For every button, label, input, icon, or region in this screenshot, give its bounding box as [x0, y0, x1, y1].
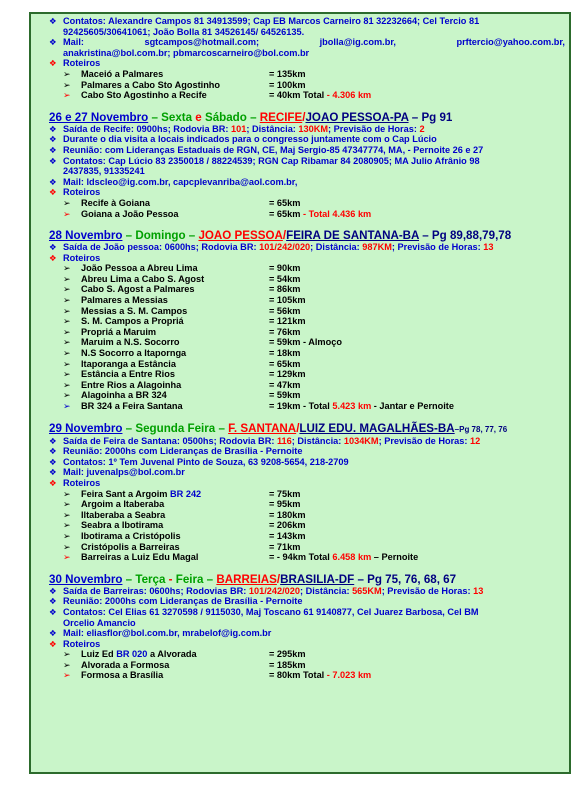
- route-name: Propriá a Maruim: [81, 326, 157, 337]
- arrow-icon: ➢: [63, 488, 71, 499]
- arrow-icon: ➢: [63, 263, 71, 274]
- route-item: [49, 499, 565, 510]
- roteiros-label: ❖ Roteiros: [49, 58, 101, 69]
- contatos-line: ❖ Contatos: Cel Elias 61 3270598 / 9115030, Maj Toscano 61 9140877, Cel Juarez Barbosa, Cel BM: [49, 606, 479, 617]
- arrow-icon: ➢: [63, 68, 71, 79]
- route-distance: = 180km: [269, 509, 306, 520]
- arrow-icon: ➢: [63, 348, 71, 359]
- arrow-icon: ➢: [63, 305, 71, 316]
- route-br: BR 020: [113, 649, 148, 660]
- route-distance: = 295km: [269, 649, 306, 660]
- reuniao-line: ❖ Reunião: com Lideranças Estaduais de RGN, CE, Maj Sergio-85 47347774, MA, - Pernoite 26 e 27: [49, 144, 484, 155]
- route-distance: = 135km: [269, 68, 306, 79]
- route-name: Cabo S. Agost a Palmares: [81, 284, 195, 295]
- arrow-icon: ➢: [63, 530, 71, 541]
- arrow-icon: ➢: [63, 90, 71, 101]
- section-heading: 29 Novembro – Segunda Feira – F. SANTANA/LUIZ EDU. MAGALHÃES-BA–Pg 78, 77, 76: [49, 421, 508, 435]
- bullet-icon: ❖: [49, 456, 57, 467]
- contatos-line-cont: 2437835, 91335241: [63, 166, 145, 177]
- route-name: Messias a S. M. Campos: [81, 305, 188, 316]
- route-name: N.S Socorro a Itapornga: [81, 348, 187, 359]
- route-name: Feira Sant a Argoim BR 242: [81, 488, 202, 499]
- route-name: Ibotirama a Cristópolis: [81, 530, 181, 541]
- route-distance: = 59km: [269, 390, 301, 401]
- route-list: [49, 489, 565, 563]
- route-item: [49, 306, 565, 317]
- route-note: - Jantar e Pernoite: [371, 401, 454, 411]
- route-total: 5.423 km: [329, 401, 372, 411]
- mail-line: ❖ Mail: sgtcampos@hotmail.com; jbolla@ig.com.br, prftercio@yahoo.com.br,: [49, 37, 565, 48]
- route-distance: = 95km: [269, 499, 301, 510]
- route-item: [49, 380, 565, 391]
- bullet-icon: ❖: [49, 176, 57, 187]
- route-item: [49, 542, 565, 553]
- route-item: [49, 348, 565, 359]
- route-name: Abreu Lima a Cabo S. Agost: [81, 273, 205, 284]
- roteiros-label: ❖ Roteiros: [49, 252, 101, 263]
- route-note: – Pernoite: [371, 552, 419, 563]
- route-name: Cabo Sto Agostinho a Recife: [81, 90, 207, 101]
- route-distance: = 121km: [269, 316, 306, 327]
- bullet-icon: ❖: [49, 187, 57, 198]
- route-total: - Total 4.436 km: [300, 208, 372, 219]
- arrow-icon: ➢: [63, 390, 71, 401]
- route-item: [49, 520, 565, 531]
- route-br: BR 242: [167, 488, 202, 499]
- contatos-line-cont: Orcelio Amancio: [63, 617, 136, 628]
- bullet-icon: ❖: [49, 155, 57, 166]
- route-name: Cristópolis a Barreiras: [81, 541, 180, 552]
- route-distance: = 105km: [269, 295, 306, 306]
- route-item: [49, 316, 565, 327]
- bullet-icon: ❖: [49, 638, 57, 649]
- bullet-icon: ❖: [49, 123, 57, 134]
- route-item: [49, 69, 565, 80]
- bullet-icon: ❖: [49, 446, 57, 457]
- section-heading: 26 e 27 Novembro – Sexta e Sábado – RECIFE/JOAO PESSOA-PA – Pg 91: [49, 110, 453, 124]
- reuniao-line: ❖ Reunião: 2000hs com Lideranças de Brasília - Pernoite: [49, 446, 303, 457]
- route-item: [49, 401, 565, 412]
- route-distance: = 47km: [269, 379, 301, 390]
- bullet-icon: ❖: [49, 242, 57, 253]
- route-item: [49, 198, 565, 209]
- route-name: Luiz Ed BR 020 a Alvorada: [81, 649, 197, 660]
- route-distance: = 76km: [269, 326, 301, 337]
- bullet-icon: ❖: [49, 58, 57, 69]
- arrow-icon: ➢: [63, 649, 71, 660]
- arrow-icon: ➢: [63, 326, 71, 337]
- route-name: S. M. Campos a Propriá: [81, 316, 184, 327]
- saida-line: ❖ Saída de Recife: 0900hs; Rodovia BR: 101; Distância: 130KM; Previsão de Horas: 2: [49, 123, 425, 134]
- route-list: [49, 69, 565, 101]
- route-name: Seabra a Ibotirama: [81, 520, 164, 531]
- route-name: Alvorada a Formosa: [81, 659, 170, 670]
- route-item: [49, 510, 565, 521]
- saida-line: ❖ Saída de Barreiras: 0600hs; Rodovias BR: 101/242/020; Distância: 565KM; Previsão de Horas: 13: [49, 585, 484, 596]
- section-heading: 28 Novembro – Domingo – JOAO PESSOA/FEIRA DE SANTANA-BA – Pg 89,88,79,78: [49, 229, 512, 243]
- arrow-icon: ➢: [63, 273, 71, 284]
- route-distance: = - 94km Total 6.458 km – Pernoite: [269, 552, 419, 563]
- route-list: [49, 198, 565, 219]
- route-distance: = 185km: [269, 659, 306, 670]
- route-item: [49, 670, 565, 681]
- route-item: [49, 337, 565, 348]
- route-name: Barreiras a Luiz Edu Magal: [81, 552, 199, 563]
- roteiros-label: ❖ Roteiros: [49, 477, 101, 488]
- arrow-icon: ➢: [63, 197, 71, 208]
- bullet-icon: ❖: [49, 628, 57, 639]
- contatos-line: ❖ Contatos: Cap Lúcio 83 2350018 / 88224539; RGN Cap Ribamar 84 2080905; MA Julio Afrânio 98: [49, 155, 480, 166]
- mail-line-cont: anakristina@bol.com.br; pbmarcoscarneiro@bol.com.br: [63, 47, 310, 58]
- route-item: [49, 359, 565, 370]
- arrow-icon: ➢: [63, 379, 71, 390]
- route-total: - 4.306 km: [324, 90, 372, 101]
- reuniao-line: ❖ Reunião: 2000hs com Lideranças de Brasília - Pernoite: [49, 596, 303, 607]
- route-total: - 7.023 km: [324, 670, 372, 681]
- durante-line: ❖ Durante o dia visita a locais indicados para o congresso juntamente com o Cap Lúcio: [49, 134, 437, 145]
- mail-line: ❖ Mail: eliasflor@bol.com.br, mrabelof@ig.com.br: [49, 628, 272, 639]
- bullet-icon: ❖: [49, 144, 57, 155]
- arrow-icon: ➢: [63, 499, 71, 510]
- arrow-icon: ➢: [63, 284, 71, 295]
- route-distance: = 59km - Almoço: [269, 337, 342, 348]
- route-name: Iltaberaba a Seabra: [81, 509, 166, 520]
- route-item: [49, 649, 565, 660]
- arrow-icon: ➢: [63, 369, 71, 380]
- roteiros-label: ❖ Roteiros: [49, 638, 101, 649]
- bullet-icon: ❖: [49, 596, 57, 607]
- route-name: Alagoinha a BR 324: [81, 390, 167, 401]
- route-name: Palmares a Messias: [81, 295, 168, 306]
- route-distance: = 65km: [269, 358, 301, 369]
- bullet-icon: ❖: [49, 477, 57, 488]
- route-distance: = 129km: [269, 369, 306, 380]
- section-heading: 30 Novembro – Terça - Feira – BARREIAS/BRASILIA-DF – Pg 75, 76, 68, 67: [49, 572, 457, 586]
- route-distance: = 19km - Total 5.423 km - Jantar e Pernoite: [269, 401, 454, 411]
- arrow-icon: ➢: [63, 401, 71, 411]
- route-item: [49, 327, 565, 338]
- route-name: Entre Rios a Alagoinha: [81, 379, 182, 390]
- route-name: Itaporanga a Estância: [81, 358, 176, 369]
- mail-line: ❖ Mail: juvenalps@bol.com.br: [49, 467, 185, 478]
- route-distance: = 54km: [269, 273, 301, 284]
- route-distance: = 71km: [269, 541, 301, 552]
- route-distance: = 56km: [269, 305, 301, 316]
- bullet-icon: ❖: [49, 252, 57, 263]
- route-distance: = 206km: [269, 520, 306, 531]
- route-item: [49, 390, 565, 401]
- bullet-icon: ❖: [49, 16, 57, 26]
- contatos-line: ❖ Contatos: Alexandre Campos 81 34913599; Cap EB Marcos Carneiro 81 32232664; Cel Tercio 81: [49, 16, 480, 26]
- bullet-icon: ❖: [49, 467, 57, 478]
- arrow-icon: ➢: [63, 208, 71, 219]
- route-item: [49, 284, 565, 295]
- route-name: Maceió a Palmares: [81, 68, 164, 79]
- route-item: [49, 209, 565, 220]
- route-name: João Pessoa a Abreu Lima: [81, 263, 198, 274]
- route-item: [49, 263, 565, 274]
- route-distance: = 86km: [269, 284, 301, 295]
- saida-line: ❖ Saída de Feira de Santana: 0500hs; Rodovia BR: 116; Distância: 1034KM; Previsão de Horas: 12: [49, 435, 481, 446]
- route-item: [49, 552, 565, 563]
- route-list: [49, 263, 565, 411]
- route-item: [49, 274, 565, 285]
- route-note: - Almoço: [300, 337, 342, 348]
- contatos-line: ❖ Contatos: 1º Tem Juvenal Pinto de Souza, 63 9208-5654, 218-2709: [49, 456, 349, 467]
- arrow-icon: ➢: [63, 295, 71, 306]
- route-name: Goiana a João Pessoa: [81, 208, 179, 219]
- arrow-icon: ➢: [63, 509, 71, 520]
- route-list: [49, 649, 565, 681]
- route-distance: = 65km: [269, 197, 301, 208]
- arrow-icon: ➢: [63, 79, 71, 90]
- arrow-icon: ➢: [63, 552, 71, 563]
- route-item: [49, 369, 565, 380]
- arrow-icon: ➢: [63, 337, 71, 348]
- route-item: [49, 90, 565, 101]
- route-item: [49, 80, 565, 91]
- route-name: Palmares a Cabo Sto Agostinho: [81, 79, 221, 90]
- contatos-line-cont: 92425605/30641061; João Bolla 81 34526145/ 64526135.: [63, 26, 305, 37]
- arrow-icon: ➢: [63, 659, 71, 670]
- route-name: Maruim a N.S. Socorro: [81, 337, 180, 348]
- route-item: [49, 531, 565, 542]
- roteiros-label: ❖ Roteiros: [49, 187, 101, 198]
- bullet-icon: ❖: [49, 435, 57, 446]
- arrow-icon: ➢: [63, 670, 71, 681]
- bullet-icon: ❖: [49, 37, 57, 48]
- route-distance: = 18km: [269, 348, 301, 359]
- route-distance: = 75km: [269, 488, 301, 499]
- route-total: 6.458 km: [329, 552, 372, 563]
- route-name: Formosa a Brasília: [81, 670, 164, 681]
- route-name: Estância a Entre Rios: [81, 369, 175, 380]
- route-item: [49, 660, 565, 671]
- arrow-icon: ➢: [63, 541, 71, 552]
- arrow-icon: ➢: [63, 316, 71, 327]
- route-distance: = 40km Total - 4.306 km: [269, 90, 372, 101]
- route-item: [49, 295, 565, 306]
- bullet-icon: ❖: [49, 606, 57, 617]
- arrow-icon: ➢: [63, 520, 71, 531]
- route-distance: = 65km - Total 4.436 km: [269, 208, 372, 219]
- route-name: Argoim a Itaberaba: [81, 499, 165, 510]
- bullet-icon: ❖: [49, 585, 57, 596]
- route-distance: = 80km Total - 7.023 km: [269, 670, 372, 681]
- route-distance: = 143km: [269, 530, 306, 541]
- route-name: BR 324 a Feira Santana: [81, 401, 183, 411]
- route-distance: = 90km: [269, 263, 301, 274]
- route-name: Recife à Goiana: [81, 197, 150, 208]
- route-distance: = 100km: [269, 79, 306, 90]
- mail-line: ❖ Mail: ldscleo@ig.com.br, capcplevanriba@aol.com.br,: [49, 176, 298, 187]
- bullet-icon: ❖: [49, 134, 57, 145]
- saida-line: ❖ Saída de João pessoa: 0600hs; Rodovia BR: 101/242/020; Distância: 987KM; Previsão de Horas: 13: [49, 242, 494, 253]
- route-item: [49, 489, 565, 500]
- itinerary-page: [29, 12, 571, 774]
- arrow-icon: ➢: [63, 358, 71, 369]
